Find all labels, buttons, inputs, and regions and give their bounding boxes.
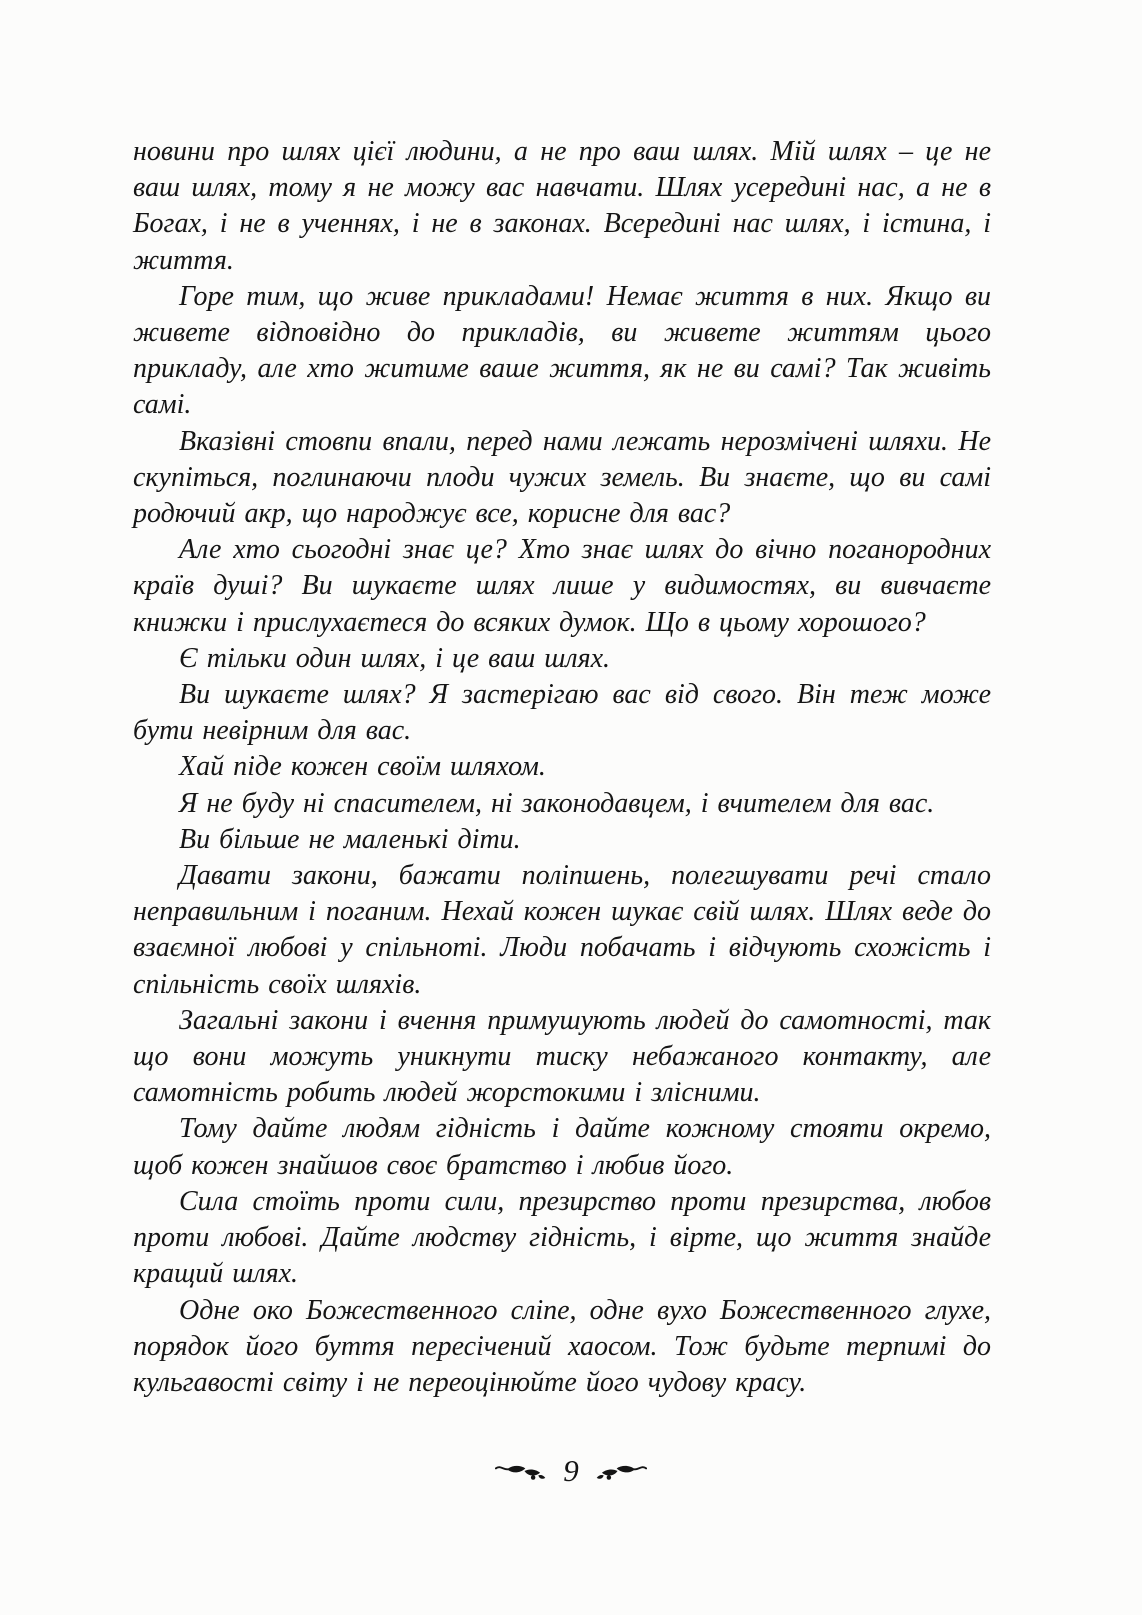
page-text-block: [133, 134, 991, 1401]
paragraph: новини про шлях цієї людини, а не про ваш шлях. Мій шлях – це не ваш шлях, тому я не можу вас навчати. Шлях усередині нас, а не в Богах, і не в ученнях, і не в законах. Всередині нас шлях, і істина, і життя.: [133, 136, 991, 276]
paragraph: Загальні закони і вчення примушують людей до самотності, так що вони можуть уникнути тиску небажаного контакту, але самотність робить людей жорстокими і злісними.: [133, 1004, 991, 1109]
floral-flourish-right-icon: [595, 1460, 647, 1482]
paragraph: Горе тим, що живе прикладами! Немає життя в них. Якщо ви живете відповідно до прикладів, ви живете життям цього прикладу, але хто житиме ваше життя, як не ви самі? Так живіть самі.: [133, 280, 991, 421]
paragraph: Я не буду ні спасителем, ні законодавцем, і вчителем для вас.: [179, 787, 935, 819]
page-number: 9: [563, 1453, 579, 1488]
paragraph: Одне око Божественного сліпе, одне вухо Божественного глухе, порядок його буття пересічений хаосом. Тож будьте терпимі до кульгавості світу і не переоцінюйте його чудову красу.: [133, 1294, 991, 1398]
floral-flourish-left-icon: [495, 1460, 547, 1482]
paragraph: Хай піде кожен своїм шляхом.: [179, 751, 546, 783]
paragraph: Є тільки один шлях, і це ваш шлях.: [179, 642, 611, 674]
paragraph: Ви шукаєте шлях? Я застерігаю вас від свого. Він теж може бути невірним для вас.: [133, 679, 991, 747]
paragraph: Але хто сьогодні знає це? Хто знає шлях до вічно поганородних країв душі? Ви шукаєте шлях лише у видимостях, ви вивчаєте книжки і прислухаєтеся до всяких думок. Що в цьому хорошого?: [133, 534, 991, 638]
paragraph: Вказівні стовпи впали, перед нами лежать нерозмічені шляхи. Не скупіться, поглинаючи плоди чужих земель. Ви знаєте, що ви самі родючий акр, що народжує все, корисне для вас?: [133, 425, 991, 530]
paragraph: Ви більше не маленькі діти.: [179, 823, 521, 855]
paragraph: Сила стоїть проти сили, презирство проти презирства, любов проти любові. Дайте людству гідність, і вірте, що життя знайде кращий шлях.: [133, 1185, 991, 1290]
paragraph: Тому дайте людям гідність і дайте кожному стояти окремо, щоб кожен знайшов своє братство і любив його.: [133, 1113, 991, 1181]
paragraph: Давати закони, бажати поліпшень, полегшувати речі стало неправильним і поганим. Нехай кожен шукає свій шлях. Шлях веде до взаємної любові у спільноті. Люди побачать і відчують схожість і спільність своїх шляхів.: [133, 860, 991, 1000]
page-footer: [0, 1455, 1142, 1486]
